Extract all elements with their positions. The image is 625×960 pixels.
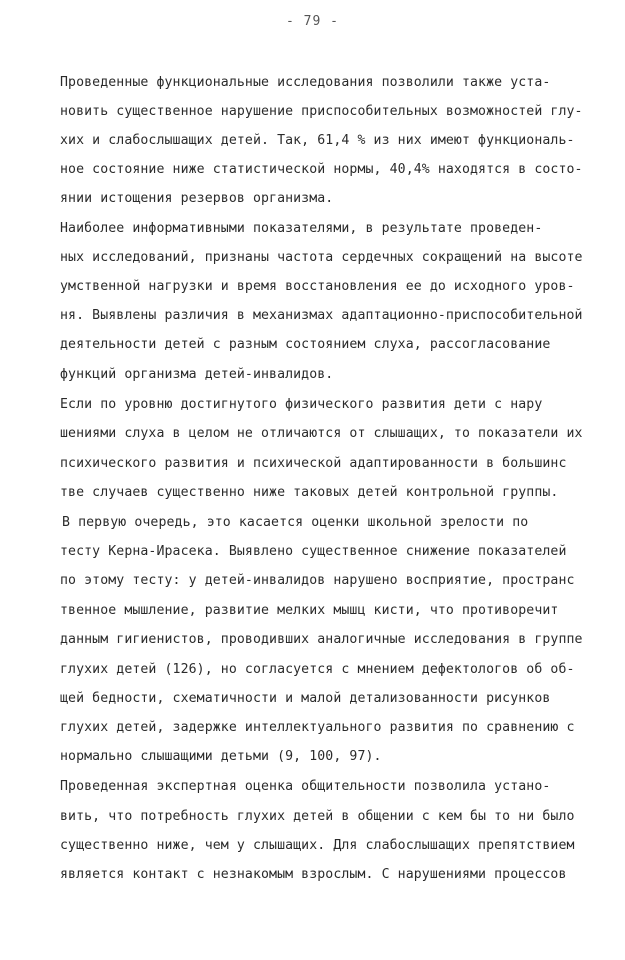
text-line-21: глухих детей (126), но согласуется с мнением дефектологов об об- — [60, 662, 575, 677]
text-line-28: является контакт с незнакомым взрослым. С нарушениями процессов — [60, 867, 567, 882]
text-line-8: умственной нагрузки и время восстановления ее до исходного уров- — [60, 279, 575, 294]
text-line-3: хих и слабослышащих детей. Так, 61,4 % из них имеют функциональ- — [60, 133, 575, 148]
text-line-6: Наиболее информативными показателями, в результате проведен- — [60, 221, 543, 236]
text-line-25: Проведенная экспертная оценка общительности позволила устано- — [60, 779, 551, 794]
text-line-23: глухих детей, задержке интеллектуального развития по сравнению с — [60, 720, 575, 735]
text-line-10: деятельности детей с разным состоянием слуха, рассогласование — [60, 337, 551, 352]
text-line-14: психического развития и психической адаптированности в большинс — [60, 456, 567, 471]
text-line-2: новить существенное нарушение приспособительных возможностей глу- — [60, 104, 583, 119]
text-line-18: по этому тесту: у детей-инвалидов нарушено восприятие, пространс — [60, 573, 575, 588]
text-line-1: Проведенные функциональные исследования позволили также уста- — [60, 75, 551, 90]
text-line-16: В первую очередь, это касается оценки школьной зрелости по — [62, 515, 529, 530]
text-line-4: ное состояние ниже статистической нормы, 40,4% находятся в состо- — [60, 162, 583, 177]
text-line-7: ных исследований, признаны частота сердечных сокращений на высоте — [60, 250, 583, 265]
text-line-19: твенное мышление, развитие мелких мышц кисти, что противоречит — [60, 603, 559, 618]
text-line-5: янии истощения резервов организма. — [60, 191, 334, 206]
text-line-17: тесту Керна-Ирасека. Выявлено существенное снижение показателей — [60, 544, 567, 559]
text-line-24: нормально слышащими детьми (9, 100, 97). — [60, 749, 382, 764]
text-line-13: шениями слуха в целом не отличаются от слышащих, то показатели их — [60, 426, 583, 441]
text-line-15: тве случаев существенно ниже таковых детей контрольной группы. — [60, 485, 559, 500]
text-line-26: вить, что потребность глухих детей в общении с кем бы то ни было — [60, 809, 575, 824]
text-line-22: щей бедности, схематичности и малой детализованности рисунков — [60, 691, 551, 706]
page-number: - 79 - — [286, 14, 339, 29]
text-line-20: данным гигиенистов, проводивших аналогичные исследования в группе — [60, 632, 583, 647]
text-line-27: существенно ниже, чем у слышащих. Для слабослышащих препятствием — [60, 838, 575, 853]
text-line-11: функций организма детей-инвалидов. — [60, 367, 334, 382]
text-line-9: ня. Выявлены различия в механизмах адаптационно-приспособительной — [60, 308, 583, 323]
text-line-12: Если по уровню достигнутого физического развития дети с нару — [60, 397, 543, 412]
